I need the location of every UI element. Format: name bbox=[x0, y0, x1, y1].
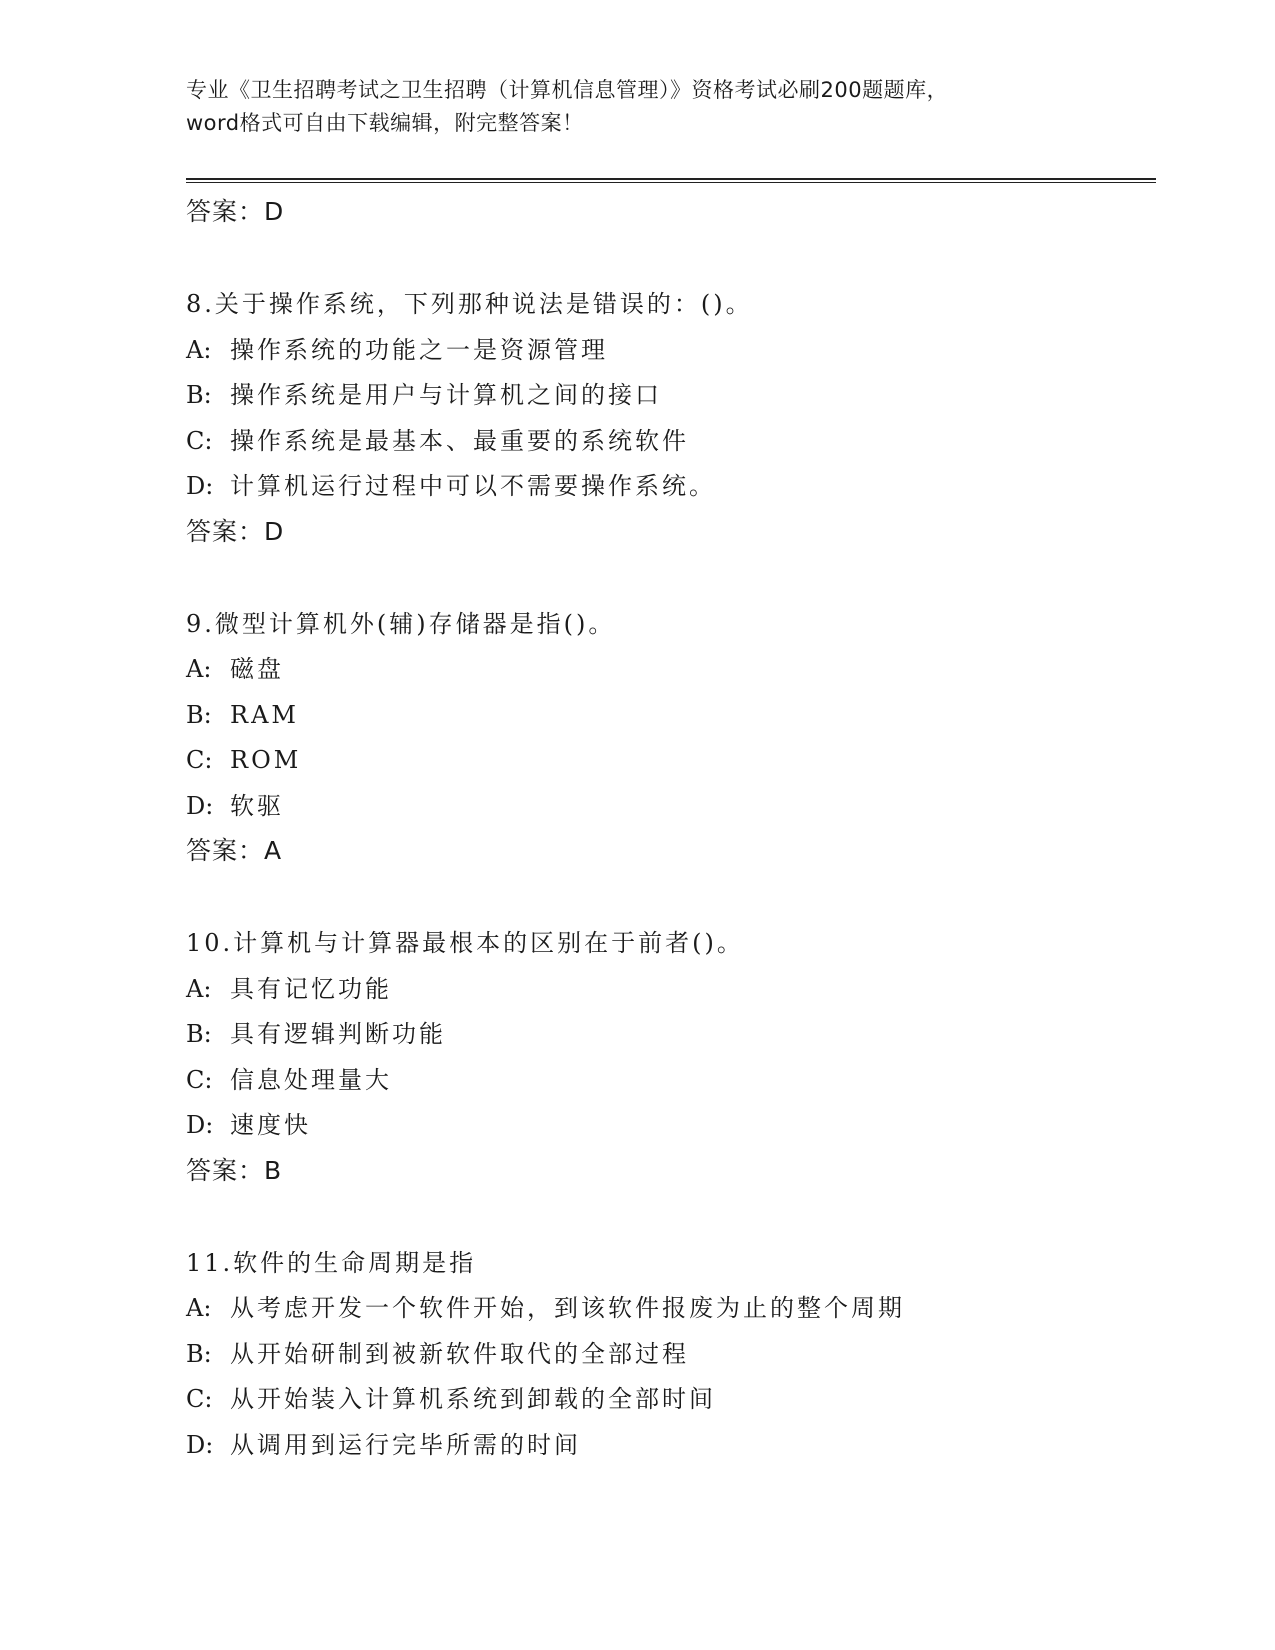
option-text: 从考虑开发一个软件开始，到该软件报废为止的整个周期 bbox=[230, 1294, 905, 1322]
option-text: 从开始研制到被新软件取代的全部过程 bbox=[230, 1339, 689, 1368]
option-b bbox=[186, 373, 1156, 419]
answer-value: A bbox=[264, 836, 283, 865]
question-9 bbox=[186, 602, 1156, 874]
question-11 bbox=[186, 1241, 1156, 1469]
option-letter: D: bbox=[186, 1111, 214, 1139]
option-a bbox=[186, 328, 1156, 374]
option-d bbox=[186, 1423, 1156, 1469]
header-title-line-1: 专业《卫生招聘考试之卫生招聘（计算机信息管理）》资格考试必刷200题题库， bbox=[186, 78, 949, 102]
option-c bbox=[186, 1377, 1156, 1423]
option-letter: B: bbox=[186, 700, 212, 729]
option-text: 计算机运行过程中可以不需要操作系统。 bbox=[230, 472, 716, 500]
question-stem: 9.微型计算机外(辅)存储器是指()。 bbox=[186, 609, 616, 638]
option-letter: D: bbox=[186, 1430, 214, 1459]
option-d bbox=[186, 784, 1156, 830]
question-10 bbox=[186, 921, 1156, 1193]
answer-label: 答案： bbox=[186, 197, 265, 226]
option-c bbox=[186, 1058, 1156, 1104]
option-letter: A: bbox=[186, 974, 212, 1003]
question-stem: 11.软件的生命周期是指 bbox=[186, 1248, 477, 1277]
answer-label: 答案： bbox=[186, 516, 265, 546]
option-letter: B: bbox=[186, 1339, 212, 1368]
option-b bbox=[186, 1332, 1156, 1378]
option-d bbox=[186, 1103, 1156, 1149]
option-text: 操作系统的功能之一是资源管理 bbox=[230, 335, 608, 364]
option-a bbox=[186, 647, 1156, 693]
option-letter: D: bbox=[186, 791, 214, 820]
option-letter: C: bbox=[186, 1385, 213, 1413]
option-letter: A: bbox=[186, 655, 212, 683]
question-8 bbox=[186, 282, 1156, 554]
option-text: 磁盘 bbox=[230, 655, 284, 683]
question-list bbox=[186, 190, 1156, 1468]
option-text: 从调用到运行完毕所需的时间 bbox=[230, 1430, 581, 1459]
answer-label: 答案： bbox=[186, 836, 265, 865]
question-answer bbox=[186, 510, 1156, 554]
option-letter: A: bbox=[186, 1294, 212, 1322]
option-a bbox=[186, 967, 1156, 1013]
option-letter: A: bbox=[186, 335, 212, 364]
option-text: 具有逻辑判断功能 bbox=[230, 1020, 446, 1048]
option-letter: C: bbox=[186, 746, 213, 774]
answer-label: 答案： bbox=[186, 1155, 265, 1185]
option-text: 操作系统是用户与计算机之间的接口 bbox=[230, 381, 662, 409]
option-text: 软驱 bbox=[230, 791, 284, 820]
option-a bbox=[186, 1286, 1156, 1332]
option-text: 从开始装入计算机系统到卸载的全部时间 bbox=[230, 1385, 716, 1413]
question-stem: 8.关于操作系统，下列那种说法是错误的：()。 bbox=[186, 290, 753, 318]
header-divider bbox=[186, 178, 1156, 183]
option-text: RAM bbox=[230, 700, 299, 729]
question-answer bbox=[186, 1149, 1156, 1193]
option-text: 速度快 bbox=[230, 1111, 311, 1139]
question-answer bbox=[186, 829, 1156, 873]
option-text: 信息处理量大 bbox=[230, 1065, 392, 1094]
option-letter: C: bbox=[186, 426, 213, 455]
header-title-line-2: word格式可自由下载编辑，附完整答案！ bbox=[186, 111, 584, 135]
option-c bbox=[186, 738, 1156, 784]
option-letter: B: bbox=[186, 1020, 212, 1048]
option-c bbox=[186, 419, 1156, 465]
option-text: ROM bbox=[230, 746, 302, 774]
option-b bbox=[186, 693, 1156, 739]
option-letter: B: bbox=[186, 381, 212, 409]
option-d bbox=[186, 464, 1156, 510]
page-header bbox=[186, 74, 1166, 140]
previous-answer bbox=[186, 190, 1156, 234]
option-text: 具有记忆功能 bbox=[230, 974, 392, 1003]
answer-value: B bbox=[264, 1155, 283, 1185]
answer-value: D bbox=[264, 197, 285, 226]
question-stem: 10.计算机与计算器最根本的区别在于前者()。 bbox=[186, 929, 744, 957]
answer-value: D bbox=[264, 516, 285, 546]
option-text: 操作系统是最基本、最重要的系统软件 bbox=[230, 426, 689, 455]
option-b bbox=[186, 1012, 1156, 1058]
option-letter: C: bbox=[186, 1065, 213, 1094]
option-letter: D: bbox=[186, 472, 214, 500]
